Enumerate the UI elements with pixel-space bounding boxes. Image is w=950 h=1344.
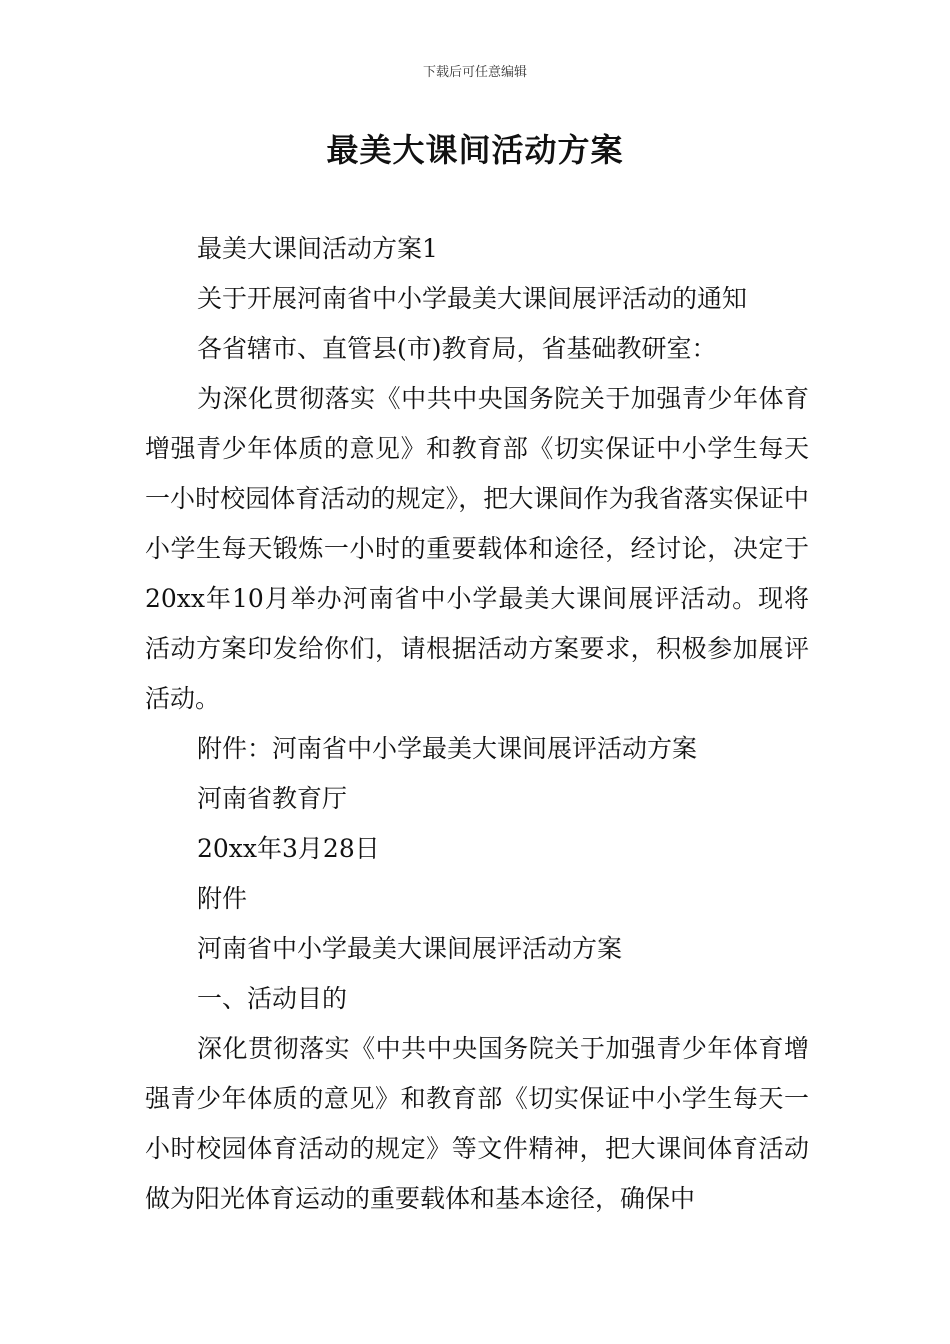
paragraph-attachment-label: 附件 [197, 884, 248, 913]
paragraph-issuer: 河南省教育厅 [197, 784, 348, 813]
paragraph-section-body: 深化贯彻落实《中共中央国务院关于加强青少年体育增强青少年体质的意见》和教育部《切实保证中小学生每天一小时校园体育活动的规定》等文件精神，把大课间体育活动做为阳光体育运动的重要载体和基本途径，确保中 [145, 1034, 809, 1213]
paragraph-notice-title: 关于开展河南省中小学最美大课间展评活动的通知 [197, 284, 748, 313]
paragraph-addressee: 各省辖市、直管县(市)教育局，省基础教研室： [197, 334, 717, 363]
paragraph-section-heading: 一、活动目的 [197, 984, 348, 1013]
document-body [145, 224, 809, 1224]
document-title: 最美大课间活动方案 [326, 131, 624, 169]
paragraph-attachment-ref: 附件：河南省中小学最美大课间展评活动方案 [197, 734, 698, 763]
header-note: 下载后可任意编辑 [422, 65, 527, 80]
paragraph-heading-1: 最美大课间活动方案1 [197, 234, 438, 263]
paragraph-attachment-title: 河南省中小学最美大课间展评活动方案 [197, 934, 623, 963]
paragraph-date: 20xx年3月28日 [197, 834, 380, 863]
paragraph-body-intro: 为深化贯彻落实《中共中央国务院关于加强青少年体育增强青少年体质的意见》和教育部《切实保证中小学生每天一小时校园体育活动的规定》，把大课间作为我省落实保证中小学生每天锻炼一小时的重要载体和途径，经讨论，决定于20xx年10月举办河南省中小学最美大课间展评活动。现将活动方案印发给你们，请根据活动方案要求，积极参加展评活动。 [145, 384, 809, 713]
